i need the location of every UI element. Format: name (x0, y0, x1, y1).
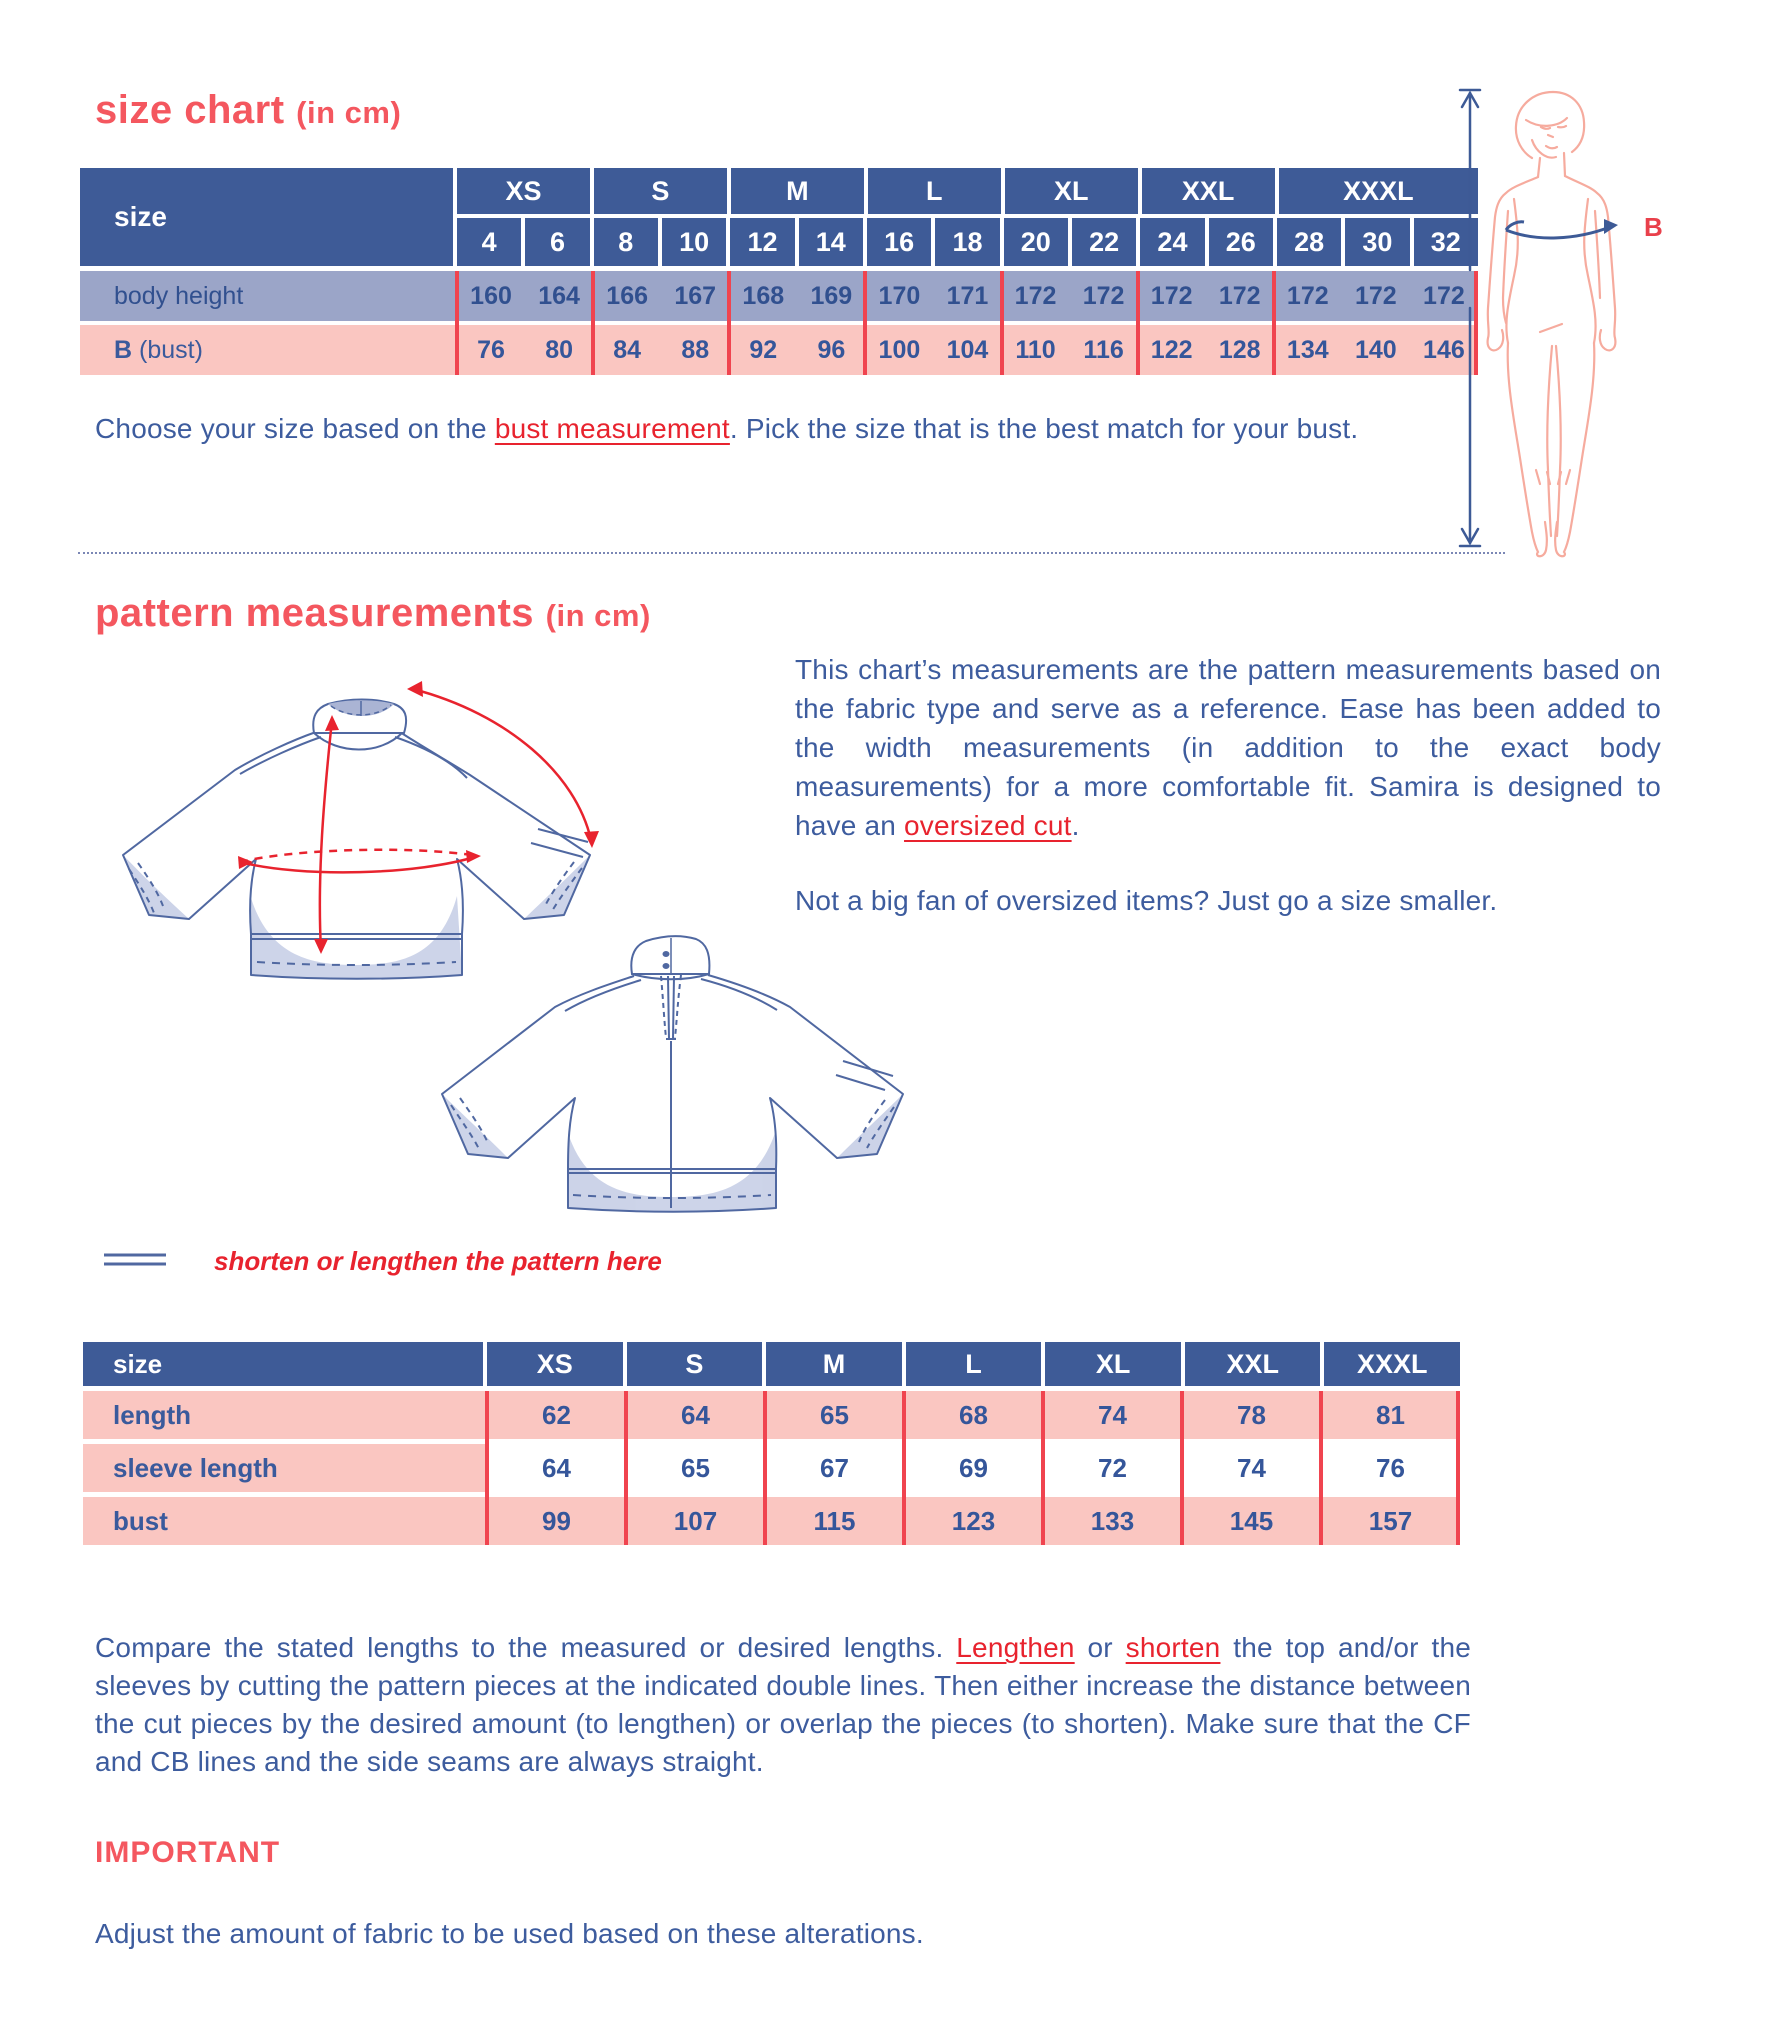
bust-value: 146 (1423, 335, 1465, 364)
column-separator-line (1319, 1391, 1323, 1545)
group-separator-line (591, 271, 595, 375)
bust-arrow (1506, 219, 1618, 238)
bust-value: 122 (1150, 335, 1193, 364)
size-cell: 8 (594, 218, 662, 266)
size-cell: 30 (1345, 218, 1413, 266)
pattern-col-xl: XL (1045, 1342, 1185, 1386)
size-group-m: M (731, 168, 868, 214)
column-separator-line (624, 1391, 628, 1545)
column-separator-line (763, 1391, 767, 1545)
pattern-measurements-table (83, 1342, 1460, 1545)
body-height-value: 172 (1354, 281, 1397, 310)
pattern-measurements-heading (95, 591, 651, 636)
size-chart-corner-cell: size (80, 168, 457, 266)
length-values (487, 1391, 1460, 1439)
pattern-table-body (83, 1391, 1460, 1545)
column-separator-line (1456, 1391, 1460, 1545)
size-group-l: L (868, 168, 1005, 214)
pattern-table-header (83, 1342, 1460, 1386)
oversized-note: Not a big fan of oversized items? Just go a size smaller. (795, 885, 1498, 916)
group-separator-line (863, 271, 867, 375)
bust-value: 92 (749, 335, 778, 364)
size-cell: 18 (935, 218, 1003, 266)
bust-measure-value: 145 (1229, 1505, 1274, 1536)
bust-measure-value: 123 (951, 1505, 996, 1536)
body-height-value: 160 (470, 281, 512, 310)
pattern-intro (795, 650, 1661, 920)
size-cell: 16 (867, 218, 935, 266)
size-cell: 6 (525, 218, 593, 266)
column-separator-line (1041, 1391, 1045, 1545)
intro-text: This chart’s measurements are the pattern measurements based on the fabric type and serve as a reference. Ease has been added to the width measurements (in addition to the exact body measurements) for a more comfortable fit. Samira is designed to have an (795, 654, 1661, 841)
pattern-intro-paragraph (795, 650, 1661, 845)
sleeve-length-values (487, 1444, 1460, 1492)
body-height-label: body height (114, 281, 244, 310)
size-number-header-row (457, 218, 1478, 266)
bust-value: 80 (545, 335, 573, 364)
length-label: length (83, 1391, 487, 1439)
size-group-xxxl: XXXL (1279, 168, 1478, 214)
size-group-header-row (457, 168, 1478, 214)
group-separator-line (1272, 271, 1276, 375)
pattern-col-xxxl: XXXL (1324, 1342, 1460, 1386)
length-value: 81 (1376, 1399, 1405, 1430)
bust-value: 76 (477, 335, 505, 364)
size-cell: 24 (1140, 218, 1208, 266)
size-group-xxl: XXL (1142, 168, 1279, 214)
compare-text-1: Compare the stated lengths to the measured or desired lengths. (95, 1632, 957, 1663)
pattern-table-corner-cell: size (83, 1342, 487, 1386)
pattern-col-xs: XS (487, 1342, 627, 1386)
height-arrow (1460, 90, 1480, 546)
size-group-xs: XS (457, 168, 594, 214)
bust-letter-label: B (1644, 212, 1663, 242)
bust-measure-row (83, 1497, 1460, 1545)
body-height-value: 172 (1014, 281, 1057, 310)
bust-value: 116 (1083, 335, 1124, 364)
garment-back-drawing (415, 886, 935, 1221)
bust-measurement-link[interactable]: bust measurement (494, 413, 730, 444)
lengthen-link[interactable]: Lengthen (956, 1632, 1075, 1663)
size-note (95, 409, 1555, 448)
size-cell: 28 (1277, 218, 1345, 266)
length-value: 62 (542, 1399, 571, 1430)
bust-label-letter: B (114, 335, 133, 364)
section-divider (78, 552, 1505, 554)
body-measurement-figure (1448, 80, 1678, 560)
size-cell: 4 (457, 218, 525, 266)
bust-value: 104 (946, 335, 989, 364)
compare-text-3: the top and/or the sleeves by cutting the pattern pieces at the indicated double lines. Then either increase the distance between the cut pieces by the desired amount (to lengthen) or overlap the pieces (to shorten). Make sure that the CF and CB lines and the side seams are always straight. (95, 1632, 1471, 1777)
pattern-heading-unit: (in cm) (545, 598, 651, 633)
bust-label-rest: (bust) (139, 335, 203, 364)
body-height-value: 164 (538, 281, 580, 310)
important-heading: IMPORTANT (95, 1836, 281, 1869)
body-height-value: 171 (946, 281, 989, 310)
sleeve-length-value: 76 (1376, 1452, 1405, 1483)
group-separator-line (1000, 271, 1004, 375)
group-separator-line (727, 271, 731, 375)
group-separator-line (455, 271, 459, 375)
length-value: 68 (959, 1399, 988, 1430)
column-separator-line (485, 1391, 489, 1545)
length-value: 64 (681, 1399, 710, 1430)
oversized-cut-link[interactable]: oversized cut (904, 810, 1072, 841)
sleeve-length-row (83, 1444, 1460, 1492)
size-note-text-2: . Pick the size that is the best match for your bust. (729, 413, 1359, 444)
shorten-link[interactable]: shorten (1125, 1632, 1221, 1663)
bust-measure-value: 99 (542, 1505, 571, 1536)
intro-text-2: . (1071, 810, 1080, 841)
size-cell: 26 (1209, 218, 1277, 266)
size-chart-heading-unit: (in cm) (296, 95, 402, 130)
size-cell: 10 (662, 218, 730, 266)
compare-paragraph (95, 1629, 1471, 1781)
back-collar (631, 936, 709, 979)
bust-measure-value: 115 (813, 1505, 856, 1536)
bust-measure-label: bust (83, 1497, 487, 1545)
bust-measure-value: 157 (1368, 1505, 1413, 1536)
pattern-heading-text: pattern measurements (95, 591, 535, 635)
size-chart-table (80, 168, 1478, 375)
bust-measure-value: 107 (673, 1505, 718, 1536)
group-separator-line (1136, 271, 1140, 375)
size-group-s: S (594, 168, 731, 214)
length-row (83, 1391, 1460, 1439)
double-line-icon (102, 1252, 168, 1268)
size-chart-heading-text: size chart (95, 88, 285, 132)
sleeve-length-value: 64 (542, 1452, 571, 1483)
pattern-col-m: M (766, 1342, 906, 1386)
body-height-value: 169 (810, 281, 853, 310)
size-cell: 20 (1004, 218, 1072, 266)
size-cell: 12 (730, 218, 798, 266)
body-height-value: 172 (1423, 281, 1465, 310)
body-height-value: 166 (606, 281, 649, 310)
sleeve-length-value: 72 (1098, 1452, 1127, 1483)
column-separator-line (902, 1391, 906, 1545)
size-cell: 14 (799, 218, 867, 266)
size-chart-table-body (80, 271, 1478, 375)
body-height-value: 172 (1286, 281, 1329, 310)
bust-value: 128 (1218, 335, 1261, 364)
compare-text-2: or (1074, 1632, 1126, 1663)
size-group-xl: XL (1005, 168, 1142, 214)
size-cell: 32 (1414, 218, 1478, 266)
bust-value: 100 (878, 335, 921, 364)
length-value: 65 (820, 1399, 849, 1430)
lengthen-shorten-legend: shorten or lengthen the pattern here (214, 1246, 662, 1276)
pattern-col-l: L (906, 1342, 1046, 1386)
woman-silhouette (1488, 92, 1616, 556)
body-height-value: 170 (878, 281, 921, 310)
bust-value: 84 (613, 335, 642, 364)
size-note-text: Choose your size based on the (95, 413, 495, 444)
important-note: Adjust the amount of fabric to be used based on these alterations. (95, 1918, 924, 1949)
sleeve-length-value: 69 (959, 1452, 988, 1483)
sleeve-length-label: sleeve length (83, 1444, 487, 1492)
bust-value: 140 (1354, 335, 1397, 364)
size-chart-heading (95, 88, 401, 133)
body-height-value: 172 (1150, 281, 1193, 310)
body-height-value: 167 (674, 281, 717, 310)
pattern-col-xxl: XXL (1185, 1342, 1325, 1386)
body-height-value: 172 (1218, 281, 1261, 310)
sleeve-length-value: 67 (820, 1452, 849, 1483)
bust-measure-values (487, 1497, 1460, 1545)
sleeve-length-value: 65 (681, 1452, 710, 1483)
sleeve-length-value: 74 (1237, 1452, 1266, 1483)
pattern-col-s: S (627, 1342, 767, 1386)
bust-value: 96 (817, 335, 846, 364)
body-height-value: 168 (742, 281, 785, 310)
length-value: 74 (1098, 1399, 1127, 1430)
body-height-value: 172 (1082, 281, 1125, 310)
length-value: 78 (1237, 1399, 1266, 1430)
bust-value: 134 (1286, 335, 1329, 364)
body-height-row (80, 271, 1478, 321)
bust-label (80, 325, 457, 375)
bust-value: 110 (1015, 335, 1056, 364)
bust-value: 88 (681, 335, 710, 364)
column-separator-line (1180, 1391, 1184, 1545)
bust-measure-value: 133 (1090, 1505, 1135, 1536)
bust-row (80, 325, 1478, 375)
size-cell: 22 (1072, 218, 1140, 266)
